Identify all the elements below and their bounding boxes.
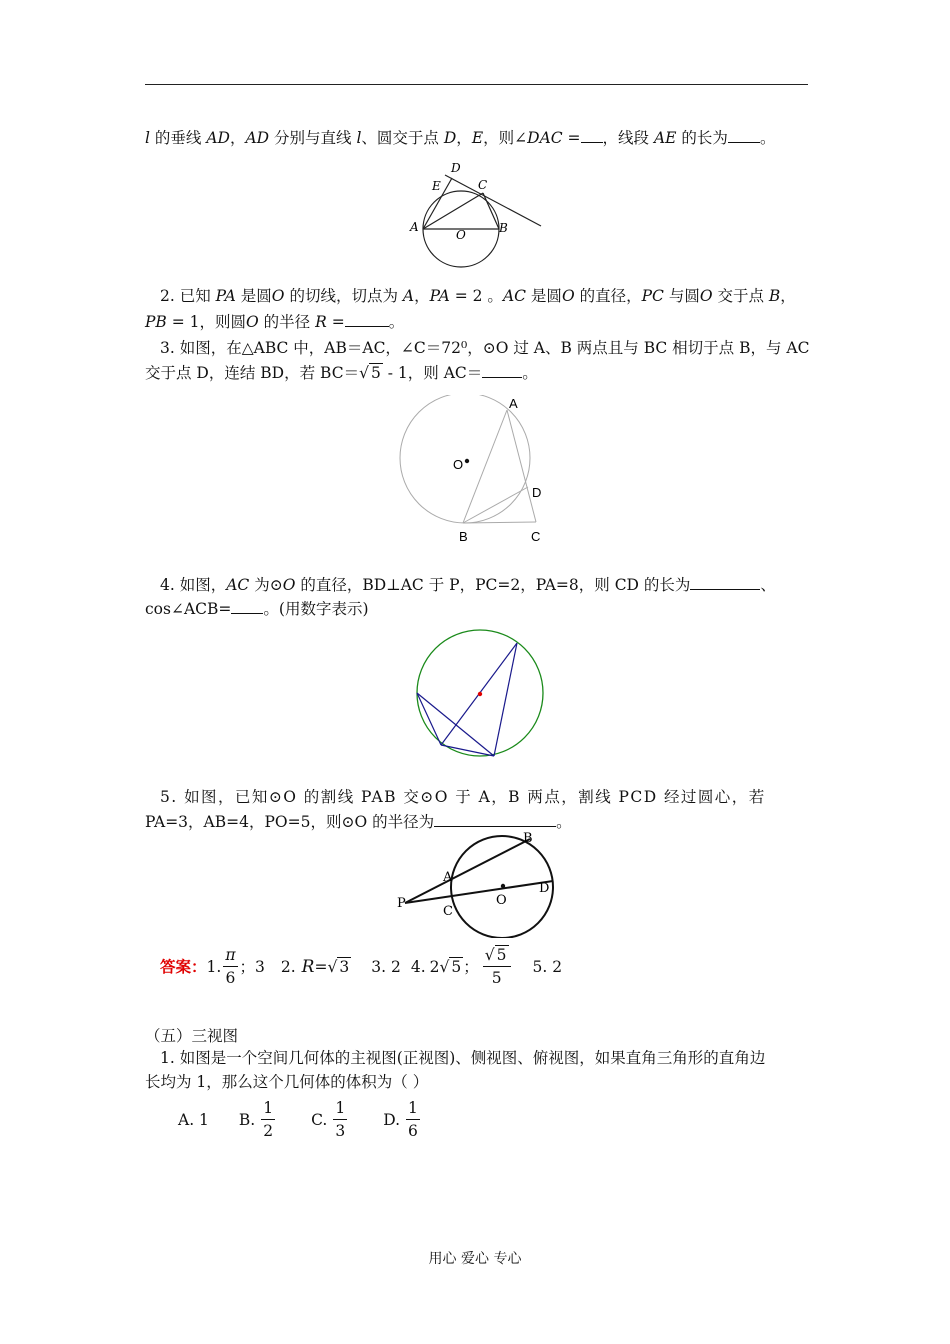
q1-label-o: O	[456, 228, 466, 242]
q1-label-c: C	[478, 178, 488, 192]
q1-label-e: E	[432, 179, 441, 193]
q3-center-dot	[465, 459, 469, 463]
q3-label-b: B	[459, 529, 468, 544]
section5-line1: 1. 如图是一个空间几何体的主视图(正视图)、侧视图、俯视图，如果直角三角形的直角边	[160, 1049, 766, 1067]
q2-line1: 2. 已知 PA 是圆O 的切线，切点为 A，PA = 2 。AC 是圆O 的直径，PC 与圆O 交于点 B，	[160, 287, 796, 305]
q1-label-b: B	[499, 221, 508, 235]
q1-label-a: A	[410, 220, 419, 234]
section5-line2: 长均为 1，那么这个几何体的体积为（ ）	[145, 1073, 429, 1091]
q1-line-l	[445, 175, 541, 226]
q3-label-d: D	[532, 485, 542, 500]
option-b: B.	[238, 1110, 256, 1129]
q3-line2: 交于点 D，连结 BD，若 BC＝√ 5 - 1，则 AC＝ 。	[145, 364, 538, 382]
q5-label-c: C	[443, 904, 453, 919]
q5-line2: PA=3，AB=4，PO=5，则⊙O 的半径为 。	[145, 813, 572, 831]
q1-figure	[405, 158, 550, 273]
q3-label-c: C	[531, 529, 541, 544]
q5-figure	[395, 830, 565, 938]
q4-center-dot	[478, 692, 482, 696]
option-a: A. 1	[178, 1110, 209, 1129]
q4-line-bd	[417, 693, 494, 756]
q4-line2: cos∠ACB= 。(用数字表示)	[145, 600, 369, 618]
q3-line1: 3. 如图，在△ABC 中，AB＝AC，∠C＝72⁰，⊙O 过 A、B 两点且与 BC 相切于点 B，与 AC	[160, 339, 810, 357]
q1-line-cb	[483, 193, 499, 229]
section5-title: （五）三视图	[145, 1027, 239, 1045]
q4-line-dc	[417, 693, 441, 745]
q5-label-d: D	[539, 881, 550, 896]
q2-line2: PB = 1，则圆O 的半径 R = 。	[145, 313, 405, 331]
q1-label-d: D	[451, 161, 461, 175]
answers-label: 答案：	[160, 956, 207, 976]
q3-line-ab	[463, 410, 507, 523]
q4-line-ab	[494, 643, 517, 756]
header-rule	[145, 84, 808, 85]
option-c: C.	[311, 1110, 328, 1129]
option-d: D.	[383, 1110, 401, 1129]
q5-line1: 5. 如图，已知⊙O 的割线 PAB 交⊙O 于 A，B 两点，割线 PCD 经过圆心，若	[160, 788, 766, 806]
q1-line-ac	[423, 193, 483, 229]
section5-options: A. 1 B. $\frac{1}{2}$ C. $\frac{1}{3}$ D. $\frac{1}{6}$	[178, 1099, 418, 1140]
q5-label-o: O	[496, 893, 507, 908]
q3-circle	[400, 395, 530, 523]
q5-center-dot	[501, 884, 505, 888]
q3-label-o: O	[453, 457, 464, 472]
answers-line: 答案： 1. $\frac{\pi}{6}$ ；3 2. R = √ 3 3. 2 4. 2 √ 5 ； $\frac{√ 5}{5}$ 5. 2	[160, 946, 563, 987]
q3-label-a: A	[509, 396, 518, 411]
page-footer: 用心 爱心 专心	[428, 1251, 522, 1267]
q4-line1: 4. 如图，AC 为⊙O 的直径，BD⊥AC 于 P，PC=2，PA=8，则 CD 的长为 、	[160, 576, 776, 594]
q5-label-p: P	[397, 896, 406, 911]
q5-label-b: B	[523, 831, 533, 846]
q1-text: l 的垂线 AD，AD 分别与直线 l、圆交于点 D，E，则∠DAC = ，线段 AE 的长为 。	[145, 129, 776, 147]
q5-label-a: A	[443, 870, 453, 885]
q3-figure	[395, 395, 555, 550]
q3-line-bd	[463, 487, 528, 523]
q4-figure	[410, 625, 550, 760]
